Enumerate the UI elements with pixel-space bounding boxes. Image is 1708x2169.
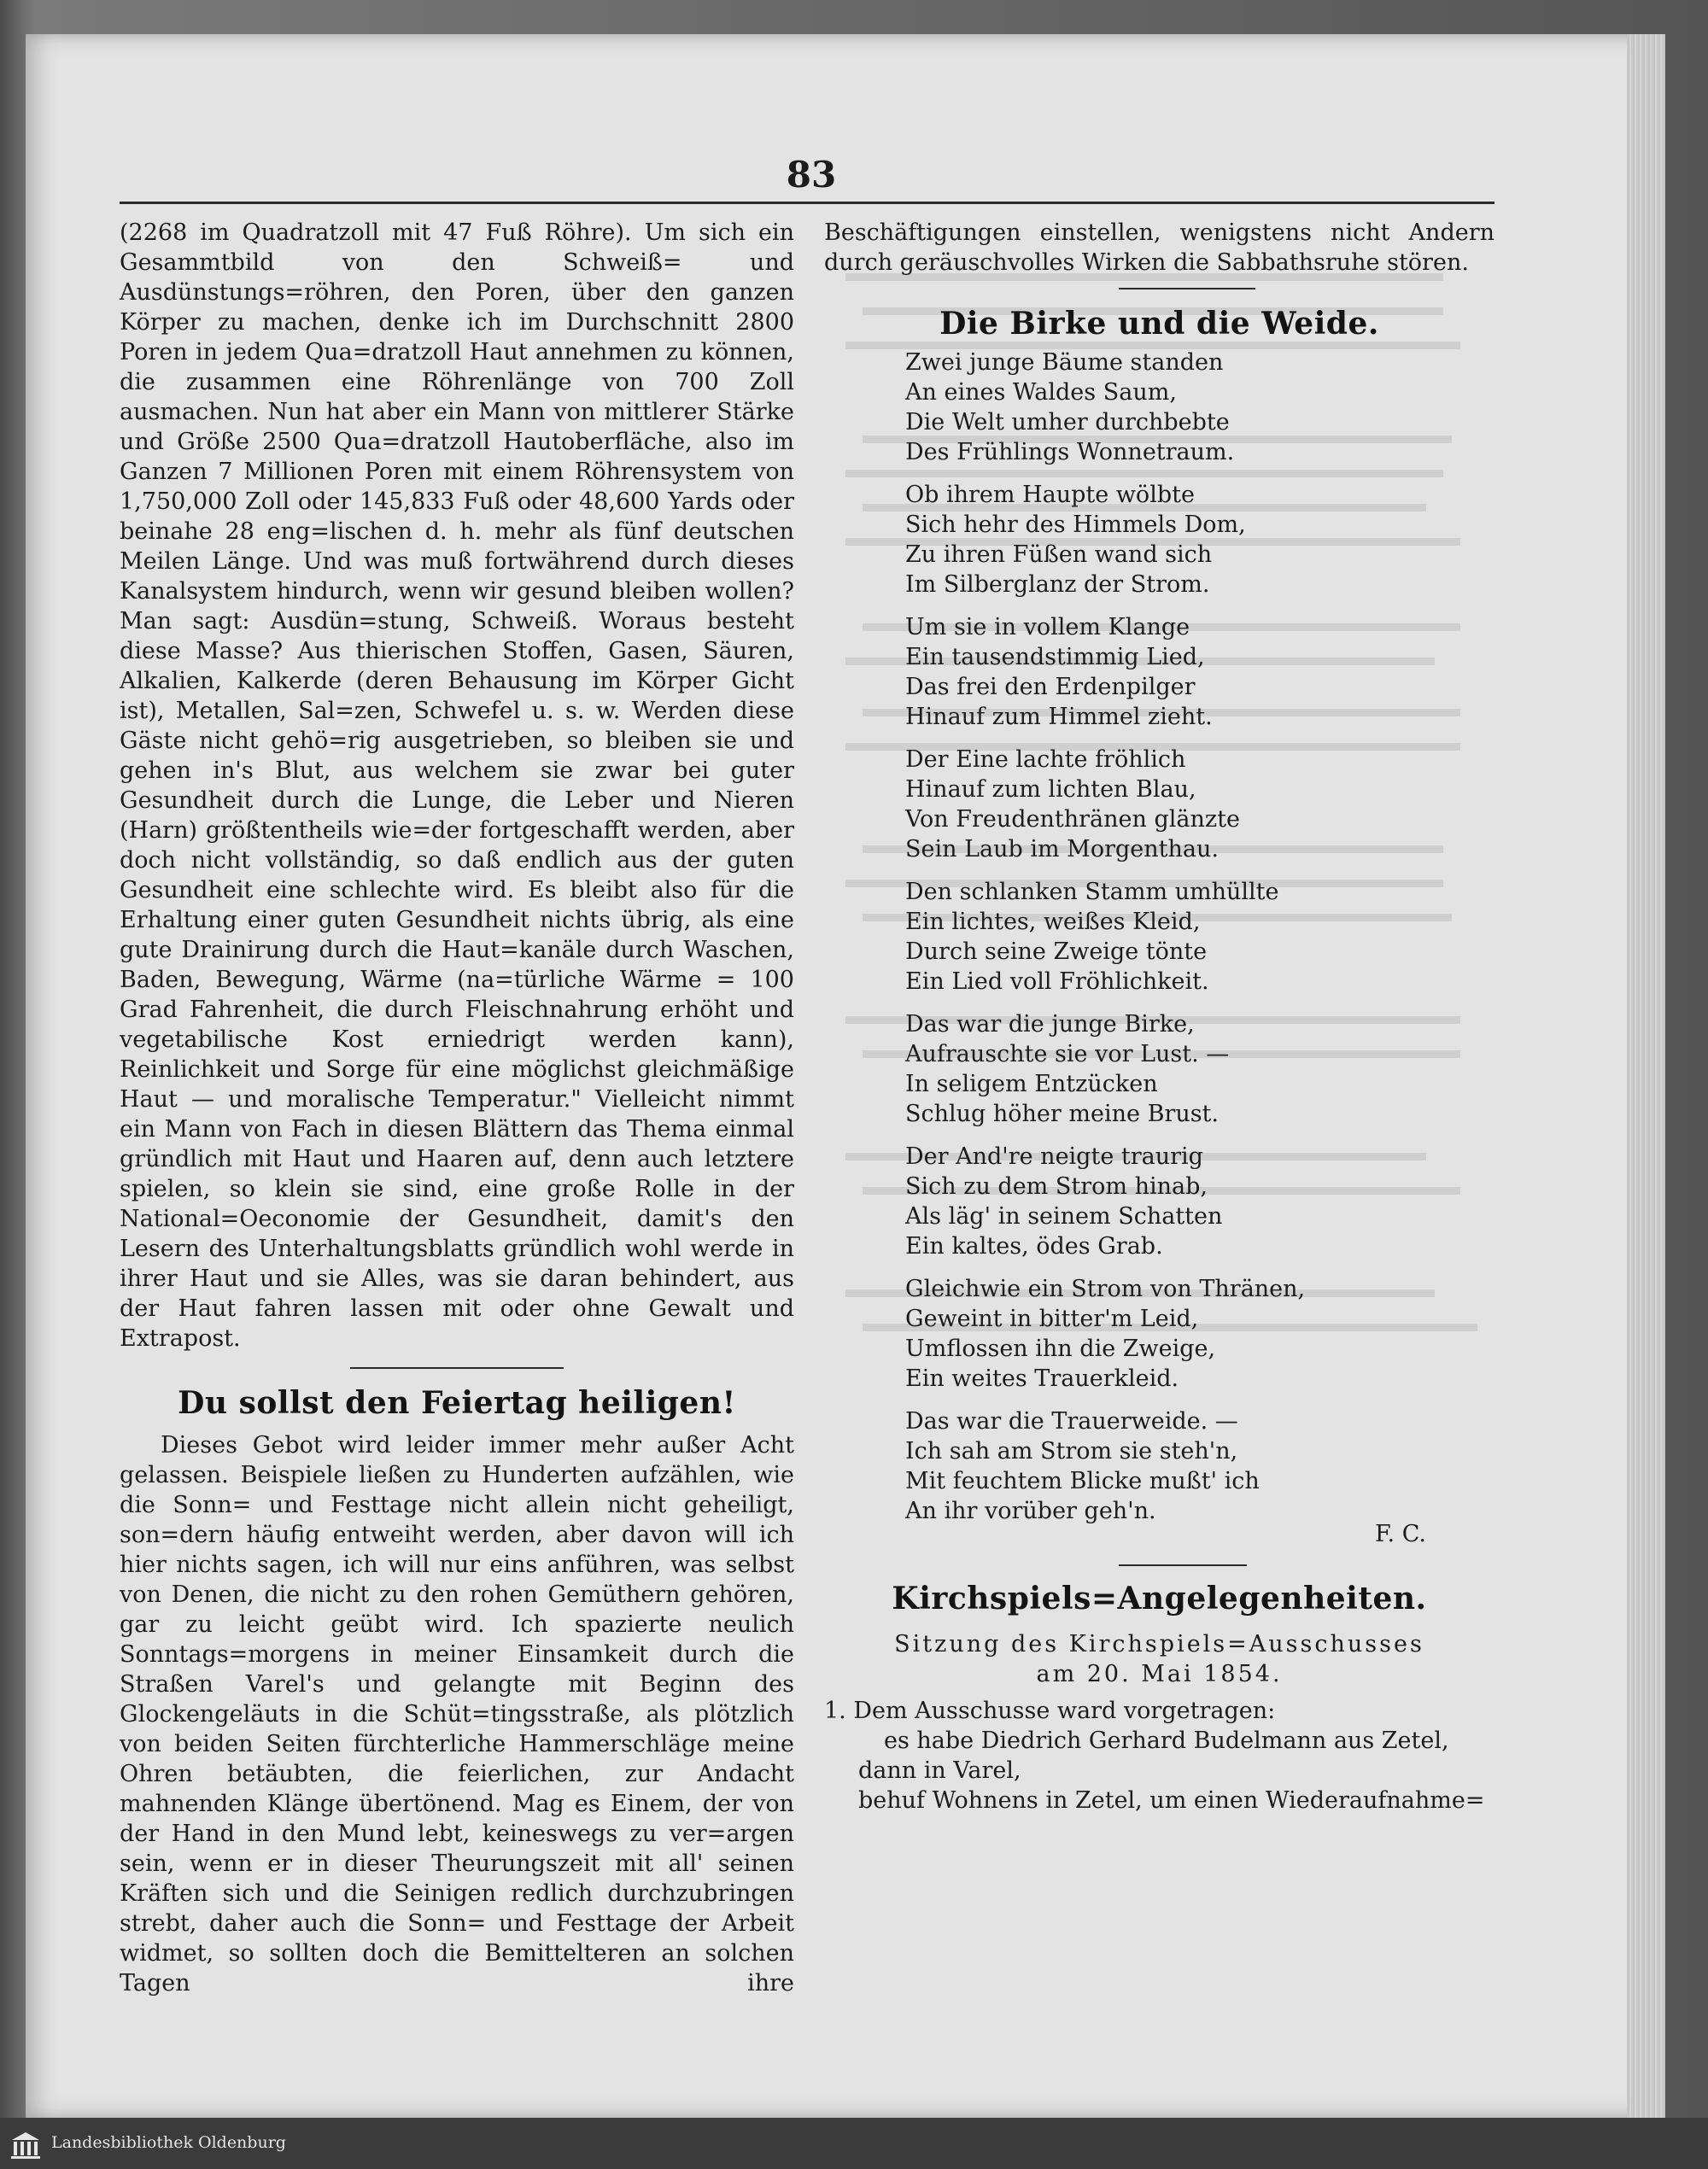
library-credit: Landesbibliothek Oldenburg xyxy=(51,2133,286,2152)
article-title: Du sollst den Feiertag heiligen! xyxy=(178,1385,736,1421)
poem-line: Ob ihrem Haupte wölbte xyxy=(905,482,1195,508)
poem-line: Sich hehr des Himmels Dom, xyxy=(905,512,1246,538)
poem-line: Das war die junge Birke, xyxy=(905,1011,1195,1038)
poem-line: Das frei den Erdenpilger xyxy=(905,674,1196,700)
poem-stanza xyxy=(905,877,1494,997)
poem-line: Schlug höher meine Brust. xyxy=(905,1101,1219,1127)
page-number: 83 xyxy=(786,154,837,196)
poem-line: Ein kaltes, ödes Grab. xyxy=(905,1233,1163,1260)
poem-stanza xyxy=(905,1009,1494,1129)
section-subtitle: Sitzung des Kirchspiels=Ausschusses xyxy=(894,1631,1424,1657)
poem-line: Die Welt umher durchbebte xyxy=(905,409,1230,436)
poem-line: An ihr vorüber geh'n. xyxy=(905,1498,1156,1524)
section-title: Kirchspiels=Angelegenheiten. xyxy=(892,1581,1427,1617)
poem-line: Im Silberglanz der Strom. xyxy=(905,571,1210,598)
protocol-line: dann in Varel, xyxy=(858,1757,1021,1784)
poem-line: Der Eine lachte fröhlich xyxy=(905,746,1186,773)
protocol-item-1 xyxy=(824,1696,1494,1815)
poem-line: An eines Waldes Saum, xyxy=(905,379,1177,406)
poem-stanza xyxy=(905,480,1494,599)
right-column xyxy=(824,218,1494,1815)
section-divider xyxy=(1119,1564,1247,1566)
poem-line: Gleichwie ein Strom von Thränen, xyxy=(905,1276,1306,1302)
poem-divider xyxy=(1119,288,1255,289)
article-paragraph: (2268 im Quadratzoll mit 47 Fuß Röhre). Um sich ein Gesammtbild von den Schweiß= und Ausdünstungs=röhren, den Poren, über den ganzen Körper zu machen, denke ich im Durchschnitt 2800 Poren in jedem Qua=dratzoll Haut annehmen zu können, die zusammen eine Röhrenlänge von 700 Zoll ausmachen. Nun hat aber ein Mann von mittlerer Stärke und Größe 2500 Qua=dratzoll Hautoberfläche, also im Ganzen 7 Millionen Poren mit einem Röhrensystem von 1,750,000 Zoll oder 145,833 Fuß oder 48,600 Yards oder beinahe 28 eng=lischen d. h. mehr als fünf deutschen Meilen Länge. Und was muß fortwährend durch dieses Kanalsystem hindurch, wenn wir gesund bleiben wollen? Man sagt: Ausdün=stung, Schweiß. Woraus besteht diese Masse? Aus thierischen Stoffen, Gasen, Säuren, Alkalien, Kalkerde (deren Behausung im Körper Gicht ist), Metallen, Sal=zen, Schwefel u. s. w. Werden diese Gäste nicht gehö=rig ausgetrieben, so bleiben sie und gehen in's Blut, aus welchem sie zwar bei guter Gesundheit durch die Lunge, die Leber und Nieren (Harn) größtentheils wie=der fortgeschafft werden, aber doch nicht vollständig, so daß endlich aus der guten Gesundheit eine schlechte wird. Es bleibt also für die Erhaltung einer guten Gesundheit nichts übrig, als eine gute Drainirung durch die Haut=kanäle durch Waschen, Baden, Bewegung, Wärme (na=türliche Wärme = 100 Grad Fahrenheit, die durch Fleischnahrung erhöht und vegetabilische Kost erniedrigt werden kann), Reinlichkeit und Sorge für eine möglichst gleichmäßige Haut — und moralische Temperatur." Vielleicht nimmt ein Mann von Fach in diesen Blättern das Thema einmal gründlich mit Haut und Haaren auf, denn auch letztere spielen, so klein sie sind, eine große Rolle in der National=Oeconomie der Gesundheit, damit's den Lesern des Unterhaltungsblatts gründlich wohl werde in ihrer Haut und sie Alles, was sie daran behindert, aus der Haut fahren lassen mit oder ohne Gewalt und Extrapost. xyxy=(120,219,794,1352)
poem-line: In seligem Entzücken xyxy=(905,1071,1158,1097)
poem-line: Von Freudenthränen glänzte xyxy=(905,806,1240,833)
poem-line: Aufrauschte sie vor Lust. — xyxy=(905,1041,1230,1067)
poem-line: Den schlanken Stamm umhüllte xyxy=(905,879,1279,905)
poem-line: Ein tausendstimmig Lied, xyxy=(905,644,1205,670)
poem-line: Der And're neigte traurig xyxy=(905,1143,1203,1170)
poem-line: Durch seine Zweige tönte xyxy=(905,938,1208,965)
poem-signature: F. C. xyxy=(1375,1521,1426,1547)
article-divider xyxy=(350,1367,564,1369)
poem-stanza xyxy=(905,1274,1494,1394)
poem-stanza xyxy=(905,745,1494,864)
poem-stanza xyxy=(905,348,1494,467)
poem-line: Hinauf zum lichten Blau, xyxy=(905,776,1196,803)
poem-line: Ein weites Trauerkleid. xyxy=(905,1365,1179,1392)
header-rule xyxy=(120,202,1494,204)
protocol-line: es habe Diedrich Gerhard Budelmann aus Zetel, xyxy=(884,1728,1449,1754)
poem xyxy=(905,348,1494,1526)
poem-line: Ein lichtes, weißes Kleid, xyxy=(905,909,1201,935)
poem-line: Des Frühlings Wonnetraum. xyxy=(905,439,1235,465)
poem-line: Um sie in vollem Klange xyxy=(905,614,1190,640)
poem-line: Zwei junge Bäume standen xyxy=(905,349,1224,376)
section-date: am 20. Mai 1854. xyxy=(1036,1661,1283,1687)
poem-line: Mit feuchtem Blicke mußt' ich xyxy=(905,1468,1260,1494)
poem-stanza xyxy=(905,612,1494,732)
left-column xyxy=(120,218,794,1998)
poem-line: Sein Laub im Morgenthau. xyxy=(905,836,1219,862)
protocol-line: behuf Wohnens in Zetel, um einen Wiederaufnahme= xyxy=(858,1787,1485,1814)
library-logo-icon xyxy=(9,2128,43,2162)
page-edge-stack xyxy=(1627,34,1665,2118)
protocol-line: 1. Dem Ausschusse ward vorgetragen: xyxy=(824,1698,1276,1724)
poem-stanza xyxy=(905,1406,1494,1526)
poem-line: Als läg' in seinem Schatten xyxy=(905,1203,1223,1230)
poem-stanza xyxy=(905,1142,1494,1261)
poem-line: Ich sah am Strom sie steh'n, xyxy=(905,1438,1238,1465)
poem-line: Zu ihren Füßen wand sich xyxy=(905,541,1213,568)
poem-line: Das war die Trauerweide. — xyxy=(905,1408,1238,1435)
continuation-paragraph: Beschäftigungen einstellen, wenigstens nicht Andern durch geräuschvolles Wirken die Sabbathsruhe stören. xyxy=(824,219,1494,276)
article-paragraph: Dieses Gebot wird leider immer mehr außer Acht gelassen. Beispiele ließen zu Hunderten aufzählen, wie die Sonn= und Festtage nicht allein nicht geheiligt, son=dern häufig entweiht werden, aber davon will ich hier nichts sagen, ich will nur eins anführen, was selbst von Denen, die nicht zu den rohen Gemüthern gehören, gar zu leicht geübt wird. Ich spazierte neulich Sonntags=morgens in meiner Einsamkeit durch die Straßen Varel's und gelangte mit Beginn des Glockengeläuts in die Schüt=tingsstraße, als plötzlich von beiden Seiten fürchterliche Hammerschläge meine Ohren betäubten, die feierlichen, zur Andacht mahnenden Klänge übertönend. Mag es Einem, der von der Hand in den Mund lebt, keineswegs zu ver=argen sein, wenn er in dieser Theurungszeit mit all' seinen Kräften sich und die Seinigen redlich durchzubringen strebt, daher auch die Sonn= und Festtage der Arbeit widmet, so sollten doch die Bemittelteren an solchen Tagen ihre xyxy=(120,1432,794,1997)
poem-title: Die Birke und die Weide. xyxy=(939,306,1379,342)
poem-line: Hinauf zum Himmel zieht. xyxy=(905,704,1213,730)
poem-line: Ein Lied voll Fröhlichkeit. xyxy=(905,968,1209,995)
poem-line: Umflossen ihn die Zweige, xyxy=(905,1336,1216,1362)
poem-line: Geweint in bitter'm Leid, xyxy=(905,1306,1199,1332)
poem-line: Sich zu dem Strom hinab, xyxy=(905,1173,1208,1200)
